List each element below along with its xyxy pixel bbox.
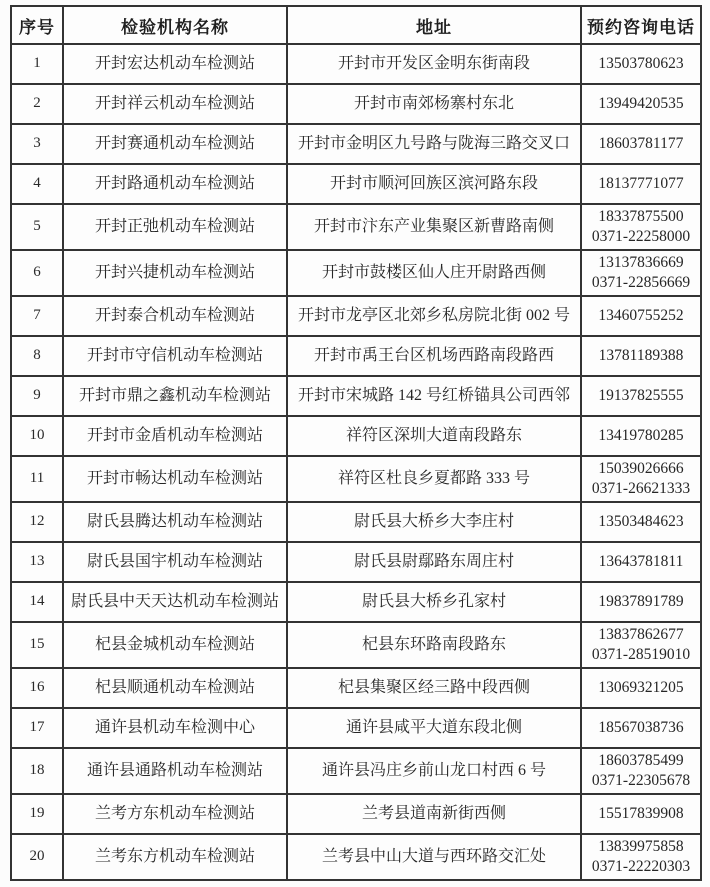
- phone-cell: [581, 794, 701, 834]
- table-row: [11, 376, 701, 416]
- inspection-stations-table: [10, 5, 702, 881]
- table-row: [11, 124, 701, 164]
- address-cell: 杞县集聚区经三路中段西侧: [287, 668, 581, 708]
- phone-number: 18567038736: [598, 719, 684, 736]
- institution-name-cell: 开封市金盾机动车检测站: [63, 416, 287, 456]
- serial-number-cell: 12: [11, 502, 63, 542]
- phone-number: 0371-22856669: [591, 274, 691, 291]
- institution-name-cell: 开封市守信机动车检测站: [63, 336, 287, 376]
- serial-number-cell: 7: [11, 296, 63, 336]
- address-cell: 开封市龙亭区北郊乡私房院北街 002 号: [287, 296, 581, 336]
- table-body: [11, 44, 701, 880]
- table-row: [11, 84, 701, 124]
- address-cell: 开封市南郊杨寨村东北: [287, 84, 581, 124]
- phone-number: 13781189388: [598, 347, 684, 364]
- serial-number-cell: 6: [11, 250, 63, 296]
- address-cell: 杞县东环路南段路东: [287, 622, 581, 668]
- phone-cell: [581, 416, 701, 456]
- table-row: [11, 542, 701, 582]
- address-cell: 开封市宋城路 142 号红桥锚具公司西邻: [287, 376, 581, 416]
- address-cell: 开封市顺河回族区滨河路东段: [287, 164, 581, 204]
- serial-number-cell: 19: [11, 794, 63, 834]
- institution-name-cell: 尉氏县国宇机动车检测站: [63, 542, 287, 582]
- institution-name-cell: 尉氏县中天天达机动车检测站: [63, 582, 287, 622]
- phone-number: 13069321205: [598, 679, 684, 696]
- address-cell: 尉氏县大桥乡大李庄村: [287, 502, 581, 542]
- serial-number-cell: 1: [11, 44, 63, 84]
- table-row: [11, 708, 701, 748]
- phone-cell: [581, 204, 701, 250]
- phone-cell: [581, 502, 701, 542]
- address-cell: 开封市禹王台区机场西路南段路西: [287, 336, 581, 376]
- serial-number-cell: 3: [11, 124, 63, 164]
- phone-number: 0371-22258000: [591, 228, 691, 245]
- serial-number-cell: 15: [11, 622, 63, 668]
- institution-name-cell: 通许县机动车检测中心: [63, 708, 287, 748]
- serial-number-cell: 10: [11, 416, 63, 456]
- phone-number: 13837862677: [598, 626, 684, 643]
- phone-cell: [581, 44, 701, 84]
- phone-number: 19837891789: [598, 593, 684, 610]
- phone-number: 0371-28519010: [591, 646, 691, 663]
- phone-cell: [581, 748, 701, 794]
- phone-cell: [581, 164, 701, 204]
- institution-name-cell: 开封市畅达机动车检测站: [63, 456, 287, 502]
- table-row: [11, 794, 701, 834]
- phone-number: 18137771077: [598, 175, 684, 192]
- institution-name-cell: 开封泰合机动车检测站: [63, 296, 287, 336]
- serial-number-cell: 14: [11, 582, 63, 622]
- table-row: [11, 44, 701, 84]
- serial-number-cell: 18: [11, 748, 63, 794]
- phone-cell: [581, 376, 701, 416]
- table-row: [11, 748, 701, 794]
- phone-number: 13643781811: [598, 553, 684, 570]
- phone-cell: [581, 834, 701, 880]
- address-cell: 祥符区深圳大道南段路东: [287, 416, 581, 456]
- table-row: [11, 834, 701, 880]
- serial-number-cell: 17: [11, 708, 63, 748]
- header-institution-name: 检验机构名称: [63, 6, 287, 44]
- phone-number: 19137825555: [598, 387, 684, 404]
- phone-number: 13949420535: [598, 95, 684, 112]
- institution-name-cell: 杞县金城机动车检测站: [63, 622, 287, 668]
- serial-number-cell: 13: [11, 542, 63, 582]
- serial-number-cell: 2: [11, 84, 63, 124]
- phone-number: 13503484623: [598, 513, 684, 530]
- serial-number-cell: 4: [11, 164, 63, 204]
- phone-number: 13503780623: [598, 55, 684, 72]
- phone-number: 13419780285: [598, 427, 684, 444]
- serial-number-cell: 9: [11, 376, 63, 416]
- table-row: [11, 250, 701, 296]
- phone-cell: [581, 336, 701, 376]
- table-row: [11, 336, 701, 376]
- phone-number: 13137836669: [598, 254, 684, 271]
- phone-cell: [581, 296, 701, 336]
- address-cell: 兰考县中山大道与西环路交汇处: [287, 834, 581, 880]
- phone-number: 15517839908: [598, 805, 684, 822]
- phone-cell: [581, 622, 701, 668]
- institution-name-cell: 开封兴捷机动车检测站: [63, 250, 287, 296]
- header-serial-number: 序号: [11, 6, 63, 44]
- phone-number: 18603781177: [598, 135, 684, 152]
- serial-number-cell: 8: [11, 336, 63, 376]
- address-cell: 尉氏县大桥乡孔家村: [287, 582, 581, 622]
- address-cell: 兰考县道南新街西侧: [287, 794, 581, 834]
- header-row: [11, 6, 701, 44]
- institution-name-cell: 开封正弛机动车检测站: [63, 204, 287, 250]
- serial-number-cell: 11: [11, 456, 63, 502]
- address-cell: 开封市金明区九号路与陇海三路交叉口: [287, 124, 581, 164]
- phone-cell: [581, 250, 701, 296]
- phone-cell: [581, 84, 701, 124]
- serial-number-cell: 5: [11, 204, 63, 250]
- phone-cell: [581, 456, 701, 502]
- address-cell: 开封市汴东产业集聚区新曹路南侧: [287, 204, 581, 250]
- table-row: [11, 668, 701, 708]
- serial-number-cell: 16: [11, 668, 63, 708]
- phone-cell: [581, 668, 701, 708]
- phone-number: 0371-22220303: [591, 858, 691, 875]
- header-phone: 预约咨询电话: [581, 6, 701, 44]
- table-row: [11, 416, 701, 456]
- address-cell: 尉氏县尉鄢路东周庄村: [287, 542, 581, 582]
- address-cell: 开封市鼓楼区仙人庄开尉路西侧: [287, 250, 581, 296]
- institution-name-cell: 开封赛通机动车检测站: [63, 124, 287, 164]
- phone-cell: [581, 708, 701, 748]
- address-cell: 通许县冯庄乡前山龙口村西 6 号: [287, 748, 581, 794]
- institution-name-cell: 开封路通机动车检测站: [63, 164, 287, 204]
- institution-name-cell: 开封宏达机动车检测站: [63, 44, 287, 84]
- phone-number: 18603785499: [598, 752, 684, 769]
- address-cell: 祥符区杜良乡夏都路 333 号: [287, 456, 581, 502]
- table-row: [11, 582, 701, 622]
- institution-name-cell: 尉氏县腾达机动车检测站: [63, 502, 287, 542]
- table-row: [11, 204, 701, 250]
- table-row: [11, 502, 701, 542]
- institution-name-cell: 兰考东方机动车检测站: [63, 834, 287, 880]
- institution-name-cell: 开封市鼎之鑫机动车检测站: [63, 376, 287, 416]
- institution-name-cell: 兰考方东机动车检测站: [63, 794, 287, 834]
- phone-number: 13460755252: [598, 307, 684, 324]
- phone-number: 0371-26621333: [591, 480, 691, 497]
- phone-cell: [581, 542, 701, 582]
- address-cell: 通许县咸平大道东段北侧: [287, 708, 581, 748]
- institution-name-cell: 通许县通路机动车检测站: [63, 748, 287, 794]
- address-cell: 开封市开发区金明东街南段: [287, 44, 581, 84]
- serial-number-cell: 20: [11, 834, 63, 880]
- phone-number: 0371-22305678: [591, 772, 691, 789]
- phone-number: 15039026666: [598, 460, 684, 477]
- institution-name-cell: 开封祥云机动车检测站: [63, 84, 287, 124]
- table-row: [11, 164, 701, 204]
- phone-cell: [581, 124, 701, 164]
- phone-cell: [581, 582, 701, 622]
- institution-name-cell: 杞县顺通机动车检测站: [63, 668, 287, 708]
- table-row: [11, 456, 701, 502]
- table-row: [11, 622, 701, 668]
- table-row: [11, 296, 701, 336]
- phone-number: 13839975858: [598, 838, 684, 855]
- phone-number: 18337875500: [598, 208, 684, 225]
- header-address: 地址: [287, 6, 581, 44]
